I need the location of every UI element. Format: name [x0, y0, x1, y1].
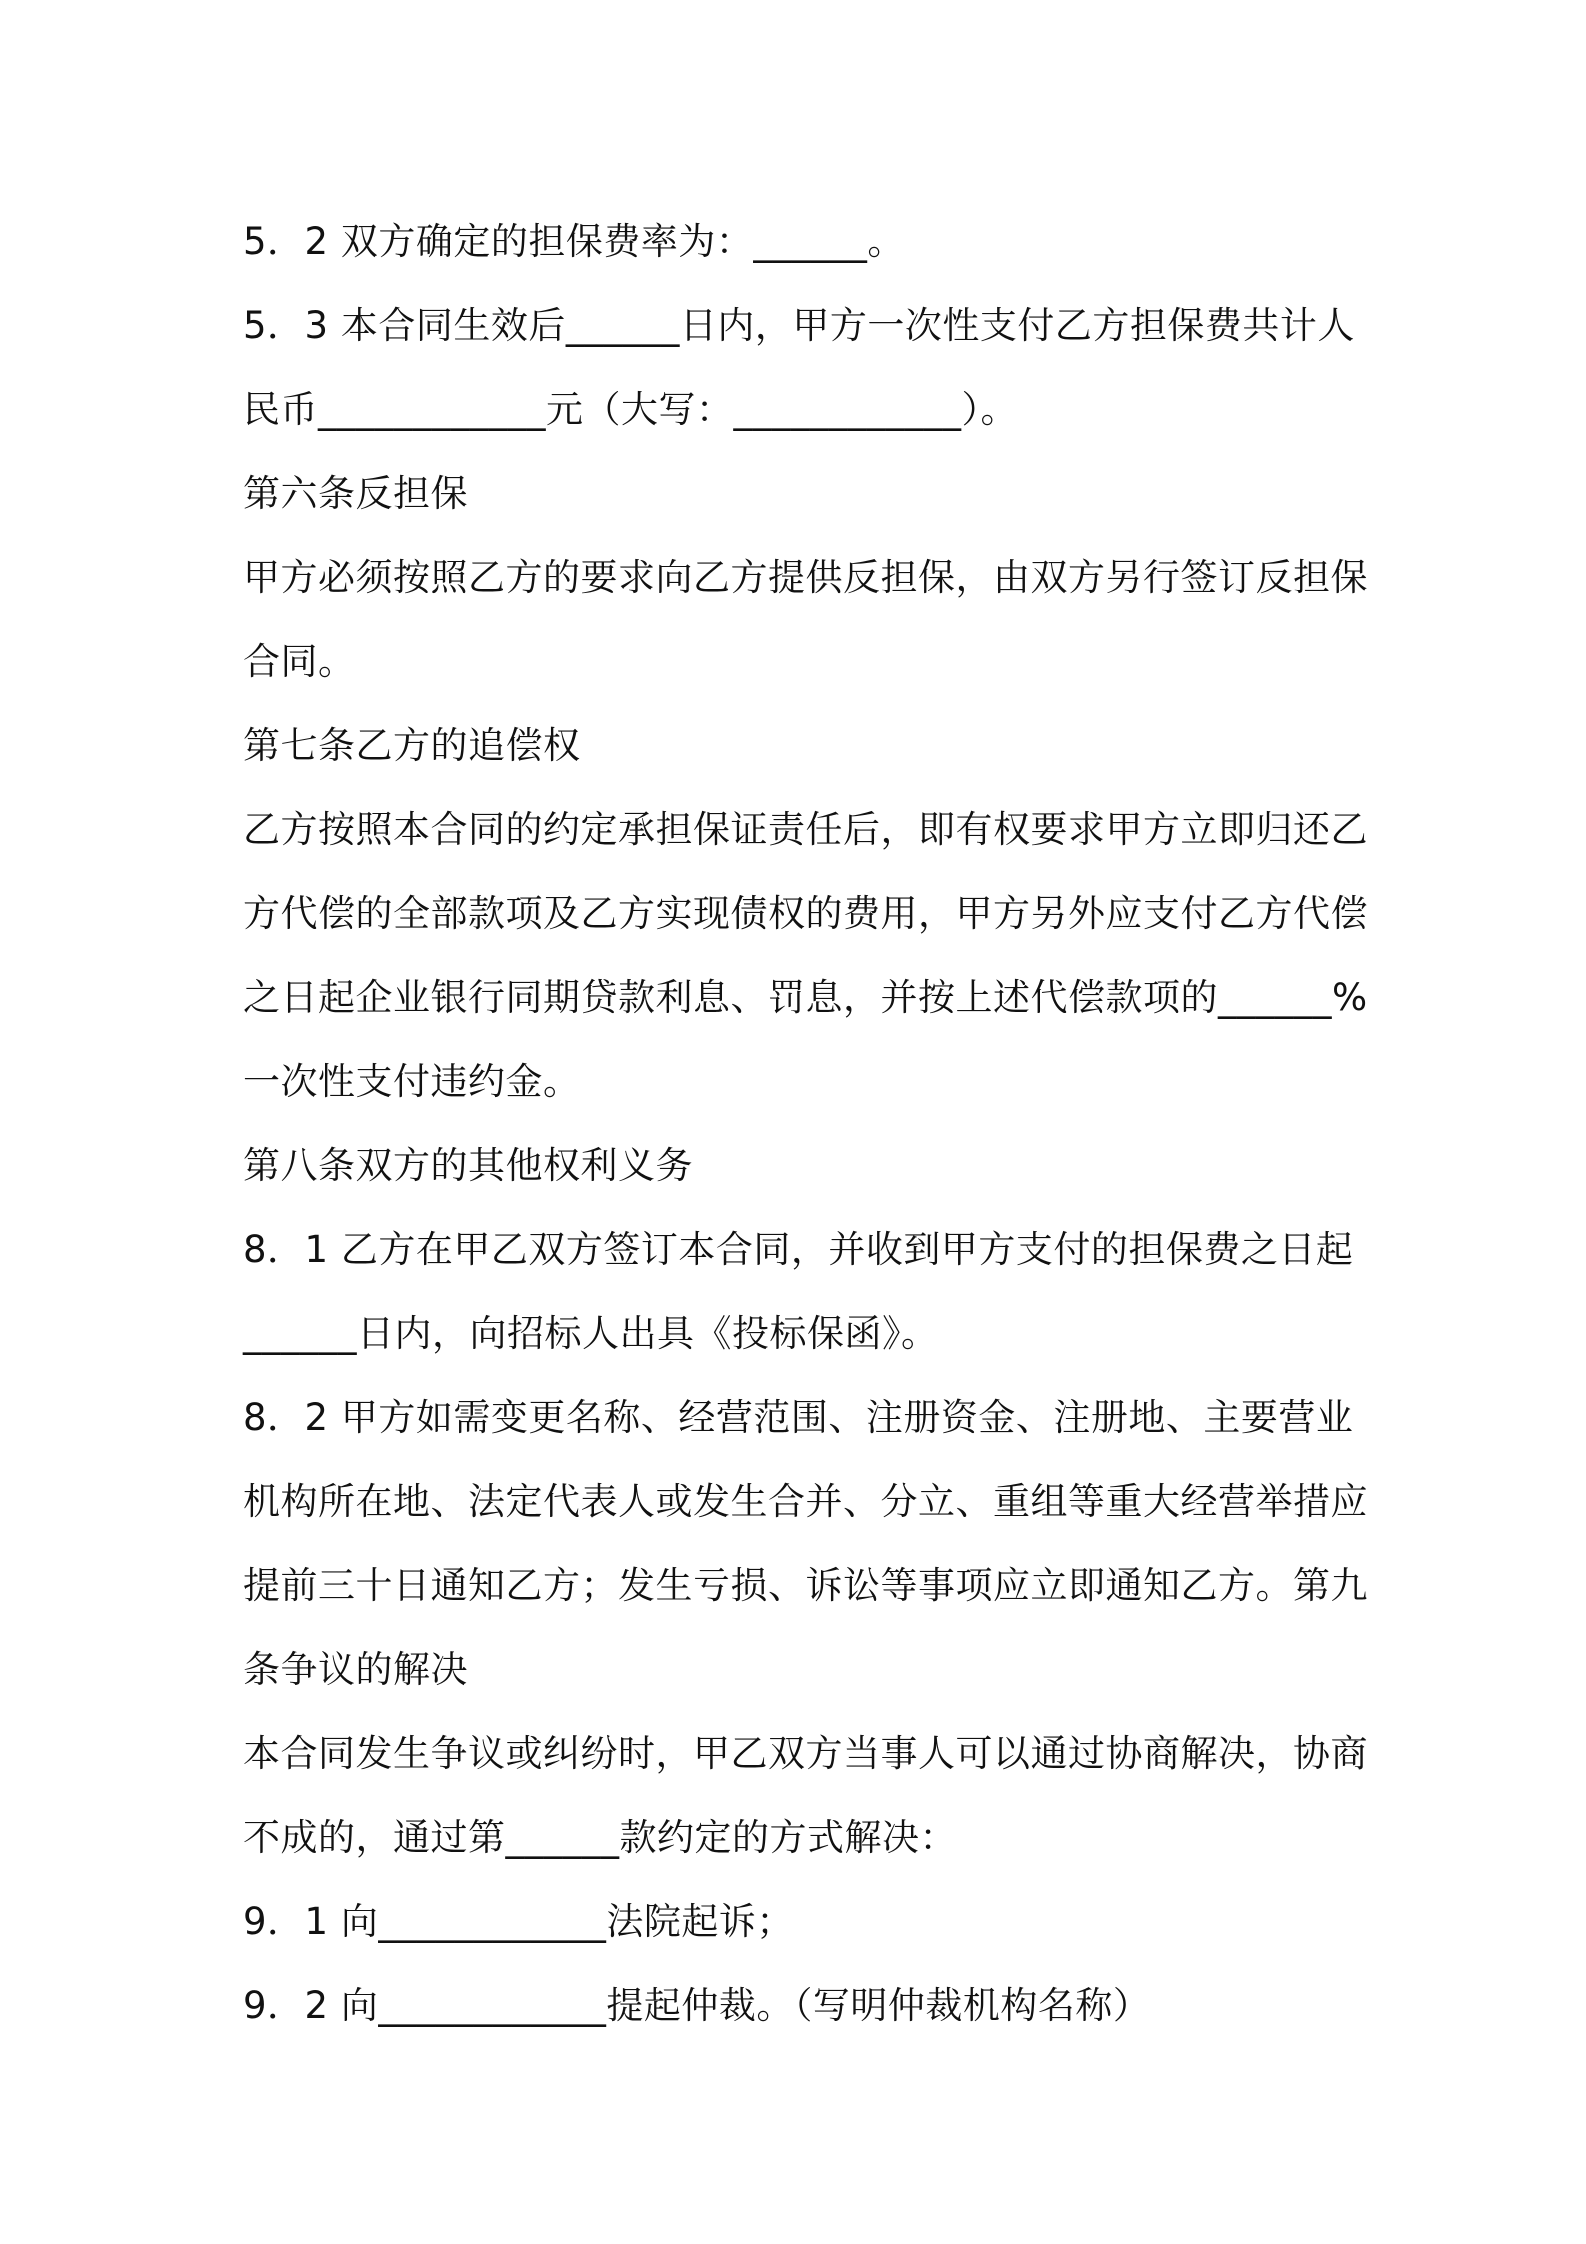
article-7-text-line-4: 一次性支付违约金。 [243, 1060, 581, 1103]
clause-5-3-line-2: 民币____________元（大写：____________）。 [243, 388, 1018, 431]
clause-8-2-line-2: 机构所在地、法定代表人或发生合并、分立、重组等重大经营举措应 [243, 1480, 1368, 1523]
document-body [243, 200, 1368, 2048]
article-7-text-line-1: 乙方按照本合同的约定承担保证责任后，即有权要求甲方立即归还乙 [243, 808, 1368, 851]
clause-5-2: 5．2 双方确定的担保费率为：______。 [243, 220, 905, 263]
clause-8-1-line-1: 8．1 乙方在甲乙双方签订本合同，并收到甲方支付的担保费之日起 [243, 1228, 1354, 1271]
article-7-text-line-3: 之日起企业银行同期贷款利息、罚息，并按上述代偿款项的______% [243, 976, 1368, 1019]
article-6-heading: 第六条反担保 [243, 472, 468, 515]
article-7-heading: 第七条乙方的追偿权 [243, 724, 581, 767]
clause-5-3-line-1: 5．3 本合同生效后______日内，甲方一次性支付乙方担保费共计人 [243, 304, 1355, 347]
article-6-text-line-1: 甲方必须按照乙方的要求向乙方提供反担保，由双方另行签订反担保 [243, 556, 1368, 599]
article-9-text-line-2: 不成的，通过第______款约定的方式解决： [243, 1816, 957, 1859]
clause-8-2-line-1: 8．2 甲方如需变更名称、经营范围、注册资金、注册地、主要营业 [243, 1396, 1354, 1439]
article-9-heading: 条争议的解决 [243, 1648, 468, 1691]
article-6-text-line-2: 合同。 [243, 640, 356, 683]
clause-9-1: 9．1 向____________法院起诉； [243, 1900, 794, 1943]
clause-9-2: 9．2 向____________提起仲裁。（写明仲裁机构名称） [243, 1984, 1151, 2027]
clause-8-2-line-3: 提前三十日通知乙方；发生亏损、诉讼等事项应立即通知乙方。第九 [243, 1564, 1368, 1607]
clause-8-1-line-2: ______日内，向招标人出具《投标保函》。 [243, 1312, 939, 1355]
article-9-text-line-1: 本合同发生争议或纠纷时，甲乙双方当事人可以通过协商解决，协商 [243, 1732, 1368, 1775]
article-7-text-line-2: 方代偿的全部款项及乙方实现债权的费用，甲方另外应支付乙方代偿 [243, 892, 1368, 935]
article-8-heading: 第八条双方的其他权利义务 [243, 1144, 693, 1187]
